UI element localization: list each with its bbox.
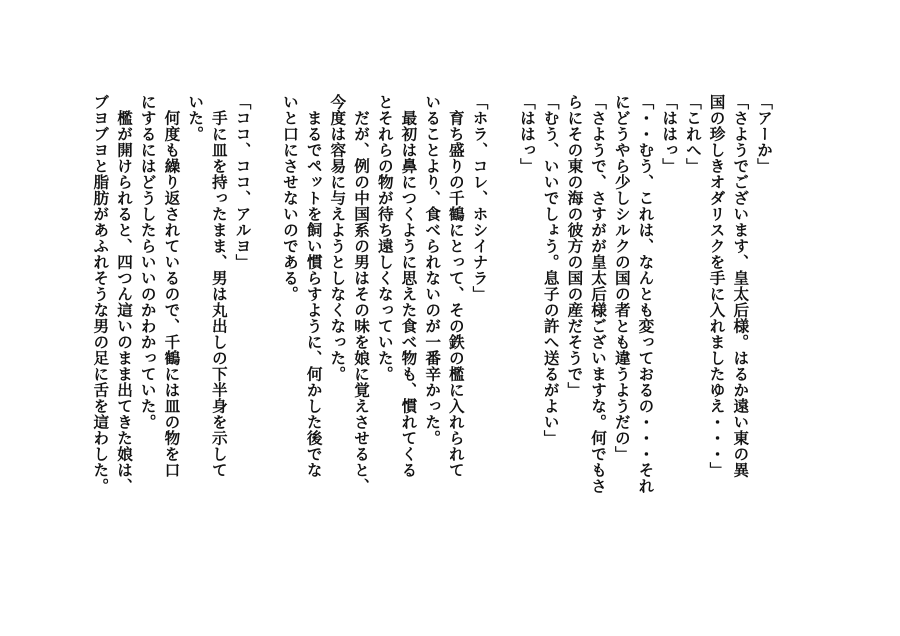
text-line: 「むう、いいでしょう。息子の許へ送るがよい」 <box>541 94 561 446</box>
text-line: だが、例の中国系の男はその味を娘に覚えさせると、 <box>352 94 372 494</box>
text-line: 「さようでございます、皇太后様。はるか遠い東の異 <box>731 94 751 478</box>
text-line: いた。 <box>186 94 206 142</box>
text-line: にするにはどうしたらいいのかわかっていた。 <box>138 94 158 430</box>
text-line: 手に皿を持ったまま、男は丸出しの下半身を示して <box>209 94 229 478</box>
text-line: とそれらの物が待ち遠しくなっていた。 <box>375 94 395 382</box>
paragraph-gap <box>492 94 516 564</box>
text-line: 「ココ、ココ、アルヨ」 <box>233 94 253 270</box>
text-line: 「・・むう、これは、なんとも変っておるの・・・それ <box>636 94 656 494</box>
text-line: 「アーか」 <box>755 94 774 174</box>
text-line: 国の珍しきオダリスクを手に入れましたゆえ・・・」 <box>707 94 727 478</box>
text-line: 何度も繰り返されているので、千鶴には皿の物を口 <box>162 94 182 478</box>
text-line: 今度は容易に与えようとしなくなった。 <box>328 94 348 382</box>
text-line: 「これへ」 <box>683 94 703 174</box>
vertical-text-body <box>89 94 776 564</box>
text-line: 「ホラ、コレ、ホシイナラ」 <box>470 94 490 302</box>
text-line: 「ははっ」 <box>660 94 680 174</box>
text-line: ブヨブヨと脂肪があふれそうな男の足に舌を這わした。 <box>91 94 111 494</box>
text-line: 最初は鼻につくように思えた食べ物も、慣れてくる <box>399 94 419 478</box>
text-line: 「さようで、さすがが皇太后様ございますな。何でもさ <box>589 94 609 494</box>
text-line: らにその東の海の彼方の国の産だそうで」 <box>565 94 585 398</box>
text-line: いと口にさせないのである。 <box>280 94 300 302</box>
text-line: 「ははっ」 <box>517 94 537 174</box>
text-line: いることより、食べられないのが一番辛かった。 <box>423 94 443 446</box>
text-line: 檻が開けられると、四つん這いのまま出てきた娘は、 <box>115 94 135 494</box>
paragraph-gap <box>255 94 279 564</box>
text-line: 育ち盛りの千鶴にとって、その鉄の檻に入れられて <box>446 94 466 478</box>
text-line: にどうやら少しシルクの国の者とも違うようだの」 <box>612 94 632 462</box>
text-line: まるでペットを飼い慣らすように、何かした後でな <box>304 94 324 478</box>
